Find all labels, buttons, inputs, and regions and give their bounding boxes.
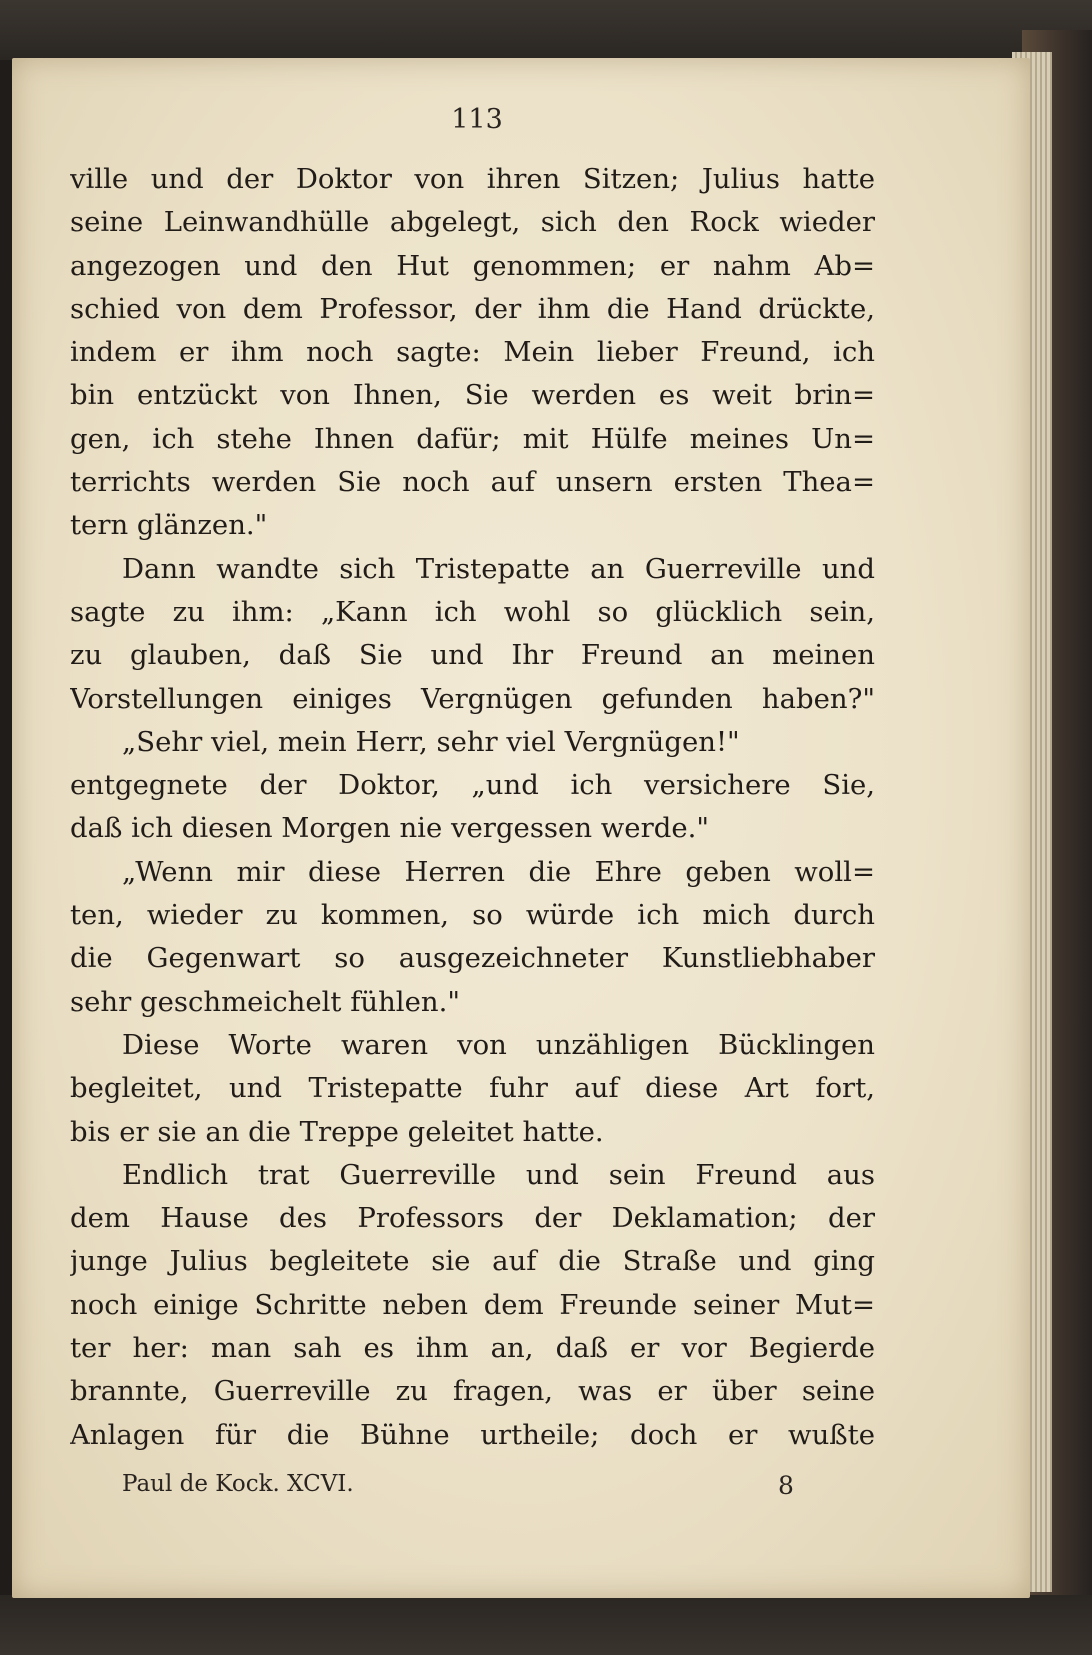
text-line: Vorstellungen einiges Vergnügen gefunden haben?" — [70, 682, 875, 715]
text-line: seine Leinwandhülle abgelegt, sich den Rock wieder — [70, 206, 875, 239]
text-line: Dann wandte sich Tristepatte an Guerreville und — [122, 552, 875, 585]
text-line: bin entzückt von Ihnen, Sie werden es weit brin= — [70, 379, 875, 412]
text-line: terrichts werden Sie noch auf unsern ersten Thea= — [70, 466, 875, 499]
text-line: ten, wieder zu kommen, so würde ich mich durch — [70, 899, 875, 932]
footer-signature: Paul de Kock. XCVI. — [122, 1471, 354, 1497]
text-line: noch einige Schritte neben dem Freunde seiner Mut= — [70, 1288, 875, 1321]
text-line: die Gegenwart so ausgezeichneter Kunstliebhaber — [70, 942, 875, 975]
text-line: „Wenn mir diese Herren die Ehre geben woll= — [122, 855, 875, 888]
text-line: angezogen und den Hut genommen; er nahm Ab= — [70, 249, 875, 282]
text-line: dem Hause des Professors der Deklamation; der — [70, 1202, 875, 1235]
text-line: entgegnete der Doktor, „und ich versichere Sie, — [70, 769, 875, 802]
book-cover-bottom — [0, 1595, 1092, 1655]
page-number: 113 — [451, 104, 503, 135]
text-line: ter her: man sah es ihm an, daß er vor Begierde — [70, 1332, 875, 1365]
text-line: zu glauben, daß Sie und Ihr Freund an meinen — [70, 639, 875, 672]
text-line: ville und der Doktor von ihren Sitzen; Julius hatte — [70, 163, 875, 195]
text-line: Anlagen für die Bühne urtheile; doch er wußte — [70, 1418, 875, 1451]
text-line: „Sehr viel, mein Herr, sehr viel Vergnügen!" — [122, 725, 740, 758]
text-line: Endlich trat Guerreville und sein Freund aus — [122, 1158, 875, 1191]
text-line: brannte, Guerreville zu fragen, was er über seine — [70, 1375, 875, 1408]
text-line: daß ich diesen Morgen nie vergessen werde." — [70, 812, 709, 845]
text-line: tern glänzen." — [70, 509, 268, 542]
book-page — [12, 58, 1030, 1598]
text-line: sagte zu ihm: „Kann ich wohl so glücklich sein, — [70, 595, 875, 628]
text-line: gen, ich stehe Ihnen dafür; mit Hülfe meines Un= — [70, 422, 875, 455]
text-line: bis er sie an die Treppe geleitet hatte. — [70, 1115, 604, 1148]
text-line: begleitet, und Tristepatte fuhr auf diese Art fort, — [70, 1072, 875, 1105]
text-line: Diese Worte waren von unzähligen Bücklingen — [122, 1028, 875, 1061]
text-line: schied von dem Professor, der ihm die Hand drückte, — [70, 292, 875, 325]
text-line: indem er ihm noch sagte: Mein lieber Freund, ich — [70, 336, 875, 369]
page-footer — [70, 1471, 875, 1511]
footer-sheet-number: 8 — [778, 1471, 794, 1500]
body-text — [70, 158, 875, 1457]
text-line: sehr geschmeichelt fühlen." — [70, 985, 460, 1018]
text-line: junge Julius begleitete sie auf die Straße und ging — [70, 1245, 875, 1278]
book-cover-top — [0, 0, 1092, 60]
